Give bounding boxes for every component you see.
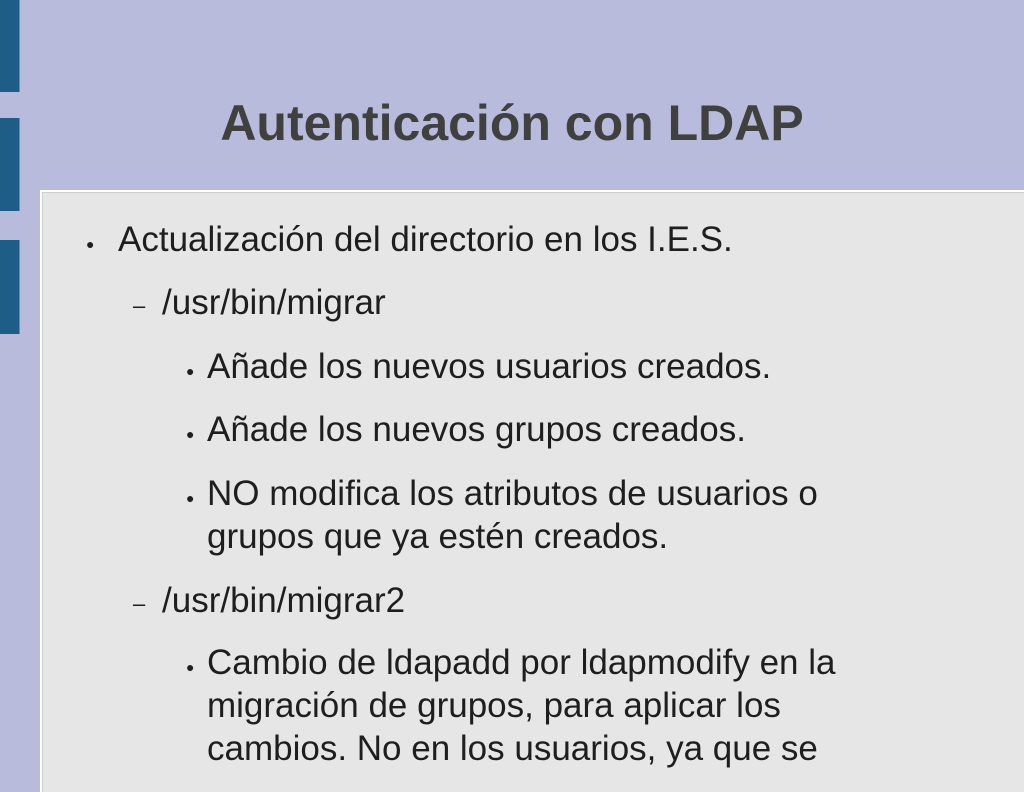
bullet-icon: ● xyxy=(186,490,195,506)
bullet-icon: ● xyxy=(186,426,195,442)
bullet-icon: ● xyxy=(86,236,95,252)
decorative-side-bar xyxy=(0,240,20,334)
list-item-level-3: Añade los nuevos usuarios creados. xyxy=(207,347,772,386)
list-item-level-3-line-1: NO modifica los atributos de usuarios o xyxy=(207,474,818,513)
list-item-level-3-line-2: migración de grupos, para aplicar los xyxy=(207,686,781,725)
list-item-level-2: /usr/bin/migrar2 xyxy=(162,581,406,620)
bullet-icon: ● xyxy=(186,659,195,675)
bullet-icon: ● xyxy=(186,363,195,379)
list-item-level-2: /usr/bin/migrar xyxy=(162,283,386,322)
decorative-side-bar xyxy=(0,0,20,92)
dash-icon: – xyxy=(133,293,146,318)
list-item-level-3-line-2: grupos que ya estén creados. xyxy=(207,517,669,556)
list-item-level-3: Añade los nuevos grupos creados. xyxy=(207,410,746,449)
slide-title: Autenticación con LDAP xyxy=(220,95,804,151)
dash-icon: – xyxy=(133,591,146,616)
list-item-level-3-line-1: Cambio de ldapadd por ldapmodify en la xyxy=(207,643,836,682)
list-item-level-3-line-3: cambios. No en los usuarios, ya que se xyxy=(207,729,818,768)
list-item-level-1: Actualización del directorio en los I.E.S. xyxy=(118,220,733,259)
